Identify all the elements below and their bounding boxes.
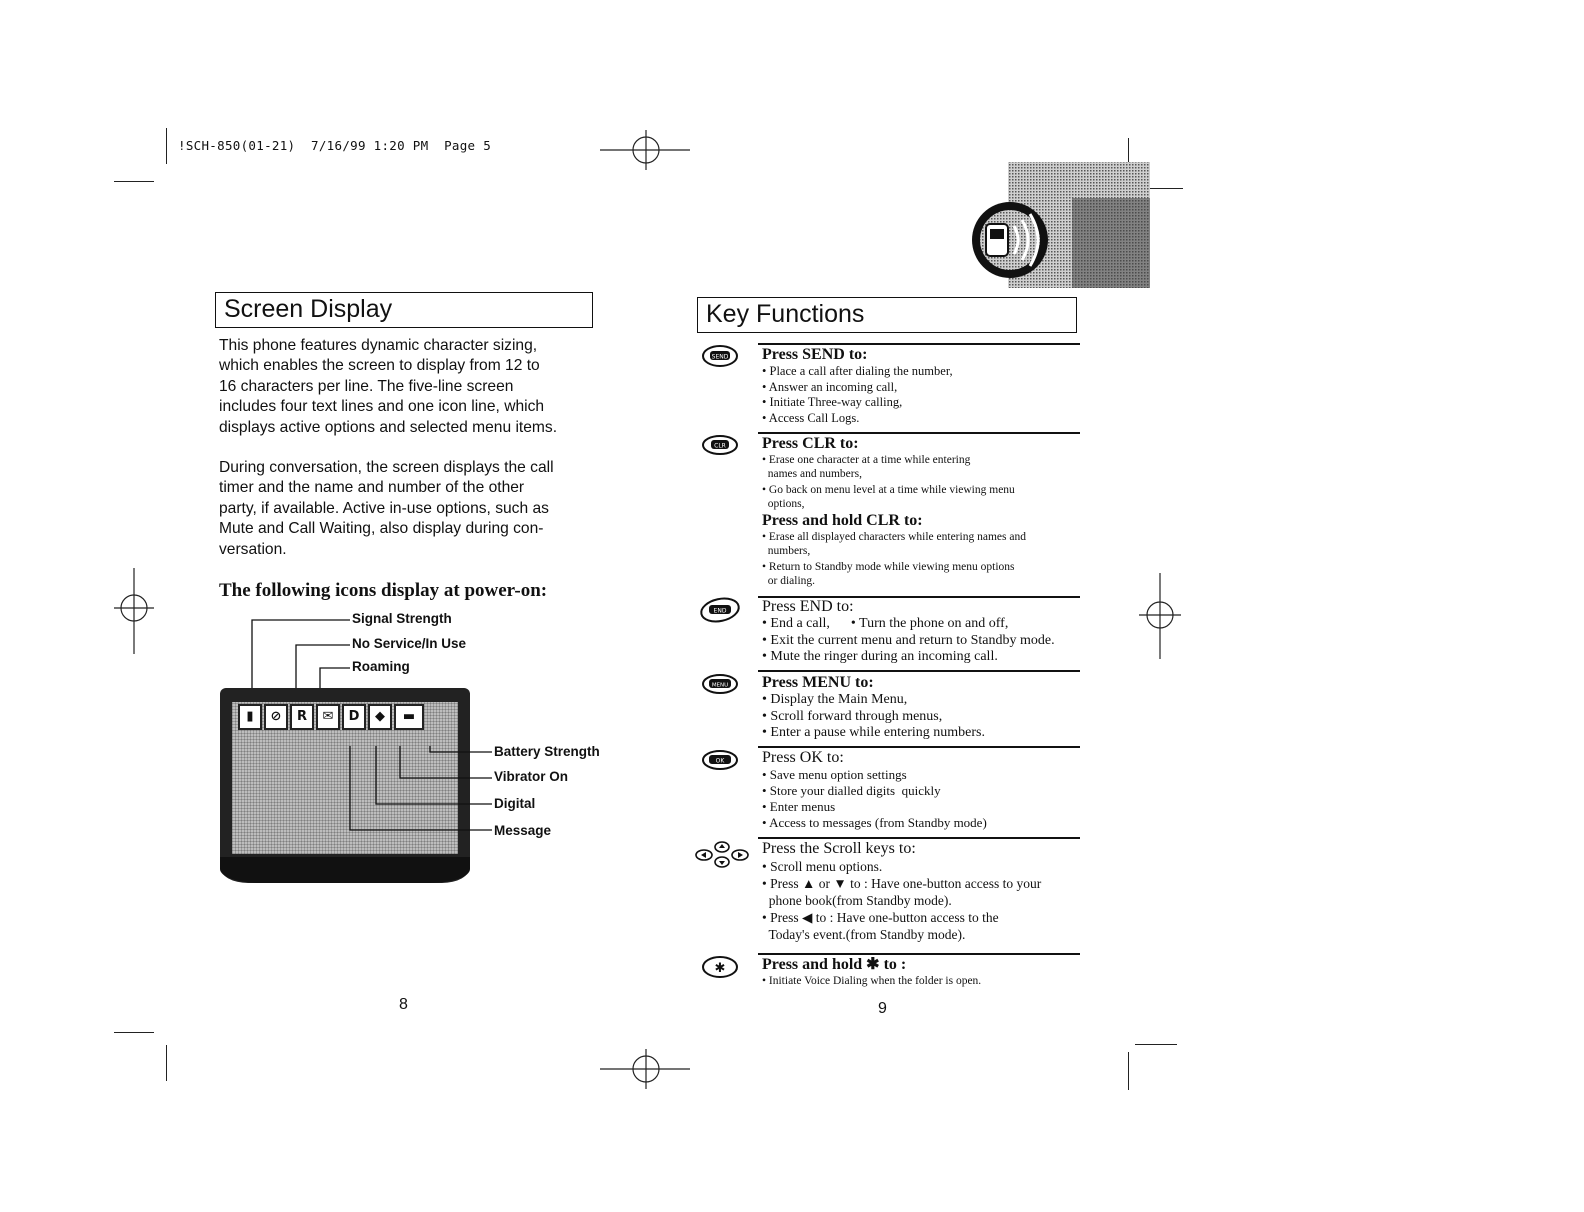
lcd-bezel xyxy=(220,857,470,883)
bullet: • Store your dialled digits quickly xyxy=(762,783,941,798)
send-title: Press SEND to: xyxy=(762,346,868,363)
callout-no-service: No Service/In Use xyxy=(352,636,467,651)
menu-key-section xyxy=(762,674,1082,742)
ok-key-icon xyxy=(700,748,742,774)
callout-digital: Digital xyxy=(494,796,536,811)
no-service-icon: ⊘ xyxy=(264,704,288,730)
voice-dial-key-icon xyxy=(700,954,742,982)
bullet: • Scroll menu options. xyxy=(762,859,883,874)
scroll-title: Press the Scroll keys to: xyxy=(762,840,916,857)
text-line: party, if available. Active in-use options, such as xyxy=(219,499,549,517)
send-key-section xyxy=(762,346,1082,426)
bullet: Today's event.(from Standby mode). xyxy=(762,927,966,942)
text-line: 16 characters per line. The five-line screen xyxy=(219,377,514,395)
clr-hold-title: Press and hold CLR to: xyxy=(762,512,923,529)
clr-title: Press CLR to: xyxy=(762,435,859,452)
bullet: • Access Call Logs. xyxy=(762,410,860,425)
bullet: • Initiate Three-way calling, xyxy=(762,395,903,409)
registration-mark-icon xyxy=(600,1047,690,1091)
digital-icon: D xyxy=(342,704,366,730)
divider xyxy=(758,837,1080,839)
menu-title: Press MENU to: xyxy=(762,674,874,691)
ok-title: Press OK to: xyxy=(762,749,844,766)
bullet: • Enter menus xyxy=(762,799,836,814)
bullet: • End a call, • Turn the phone on and off, xyxy=(762,616,1009,631)
section-title-box xyxy=(697,297,1077,333)
scroll-keys-section xyxy=(762,840,1092,943)
bullet: • Enter a pause while entering numbers. xyxy=(762,725,985,740)
text-line: versation. xyxy=(219,540,287,558)
signal-strength-icon: ▮ xyxy=(238,704,262,730)
crop-mark xyxy=(166,1045,167,1081)
registration-mark-icon xyxy=(1137,573,1183,659)
bullet: • Display the Main Menu, xyxy=(762,692,908,707)
menu-key-icon xyxy=(700,672,742,698)
divider xyxy=(758,746,1080,748)
text-line: which enables the screen to display from 12 to xyxy=(219,357,540,375)
bullet: • Scroll forward through menus, xyxy=(762,708,943,724)
registration-mark-icon xyxy=(112,568,156,654)
bullet: names and numbers, xyxy=(762,468,862,480)
conversation-paragraph xyxy=(219,458,604,560)
icons-heading: The following icons display at power-on: xyxy=(219,580,548,601)
crop-mark xyxy=(1128,1052,1129,1090)
bullet: • Save menu option settings xyxy=(762,767,907,782)
bullet: or dialing. xyxy=(762,575,816,587)
roaming-icon: R xyxy=(290,704,314,730)
svg-text:✱: ✱ xyxy=(714,961,726,976)
section-title-key-functions: Key Functions xyxy=(706,300,865,328)
text-line: includes four text lines and one icon line, which xyxy=(219,398,545,416)
bullet: • Press ◀ to : Have one-button access to the xyxy=(762,910,999,925)
clr-key-icon xyxy=(700,433,742,459)
bullet: • Go back on menu level at a time while viewing menu xyxy=(762,484,1015,496)
crop-mark xyxy=(1135,1044,1177,1045)
callout-battery-strength: Battery Strength xyxy=(494,744,600,759)
bullet: phone book(from Standby mode). xyxy=(762,893,952,908)
text-line: timer and the name and number of the other xyxy=(219,479,525,497)
ok-key-section xyxy=(762,749,1082,831)
section-title-screen-display: Screen Display xyxy=(224,295,393,323)
bullet: options, xyxy=(762,498,805,510)
end-key-icon xyxy=(698,596,742,626)
bullet: • Erase one character at a time while entering xyxy=(762,454,971,466)
send-key-label: SEND xyxy=(711,353,729,361)
bullet: • Initiate Voice Dialing when the folder is open. xyxy=(762,975,982,987)
print-header: !SCH-850(01-21) 7/16/99 1:20 PM Page 5 xyxy=(178,138,492,153)
text-line: This phone features dynamic character sizing, xyxy=(219,337,538,354)
crop-mark xyxy=(166,128,167,164)
divider xyxy=(758,432,1080,434)
bullet: • Return to Standby mode while viewing menu options xyxy=(762,561,1015,573)
bullet: • Answer an incoming call, xyxy=(762,379,898,394)
speaker-phone-graphic-icon xyxy=(970,158,1152,290)
end-key-section xyxy=(762,598,1082,666)
bullet: • Mute the ringer during an incoming call. xyxy=(762,649,998,664)
callout-signal-strength: Signal Strength xyxy=(352,611,452,626)
voice-dial-section xyxy=(762,956,1082,988)
callout-message: Message xyxy=(494,823,552,838)
bullet: • Exit the current menu and return to Standby mode. xyxy=(762,632,1055,648)
voice-title: Press and hold ✱ to : xyxy=(762,956,907,973)
ok-key-label: OK xyxy=(715,757,725,765)
callout-leader-lines xyxy=(330,740,495,840)
battery-icon: ▬ xyxy=(394,704,424,730)
divider xyxy=(758,343,1080,345)
end-key-label: END xyxy=(713,607,727,615)
bullet: numbers, xyxy=(762,545,811,557)
scroll-keys-icon xyxy=(694,840,750,870)
message-icon: ✉ xyxy=(316,704,340,730)
divider xyxy=(758,953,1080,955)
callout-roaming: Roaming xyxy=(352,659,410,674)
bullet: • Access to messages (from Standby mode) xyxy=(762,815,987,830)
text-line: During conversation, the screen displays the call xyxy=(219,459,554,476)
callout-vibrator-on: Vibrator On xyxy=(494,769,569,784)
clr-key-label: CLR xyxy=(714,442,726,450)
intro-paragraph xyxy=(219,336,604,438)
crop-mark xyxy=(114,181,154,182)
bullet: • Press ▲ or ▼ to : Have one-button access to your xyxy=(762,876,1042,891)
bullet: • Place a call after dialing the number, xyxy=(762,364,953,378)
menu-key-label: MENU xyxy=(711,682,729,689)
send-key-icon xyxy=(700,343,742,371)
registration-mark-icon xyxy=(600,128,690,172)
clr-key-section xyxy=(762,435,1082,588)
crop-mark xyxy=(114,1032,154,1033)
text-line: Mute and Call Waiting, also display during con- xyxy=(219,520,544,538)
end-title: Press END to: xyxy=(762,598,854,615)
divider xyxy=(758,670,1080,672)
text-line: displays active options and selected menu items. xyxy=(219,418,558,436)
page-number-right: 9 xyxy=(878,1000,887,1017)
bullet: • Erase all displayed characters while entering names and xyxy=(762,531,1026,543)
page-number-left: 8 xyxy=(399,996,408,1013)
vibrator-icon: ◆ xyxy=(368,704,392,730)
section-title-box xyxy=(215,292,593,328)
